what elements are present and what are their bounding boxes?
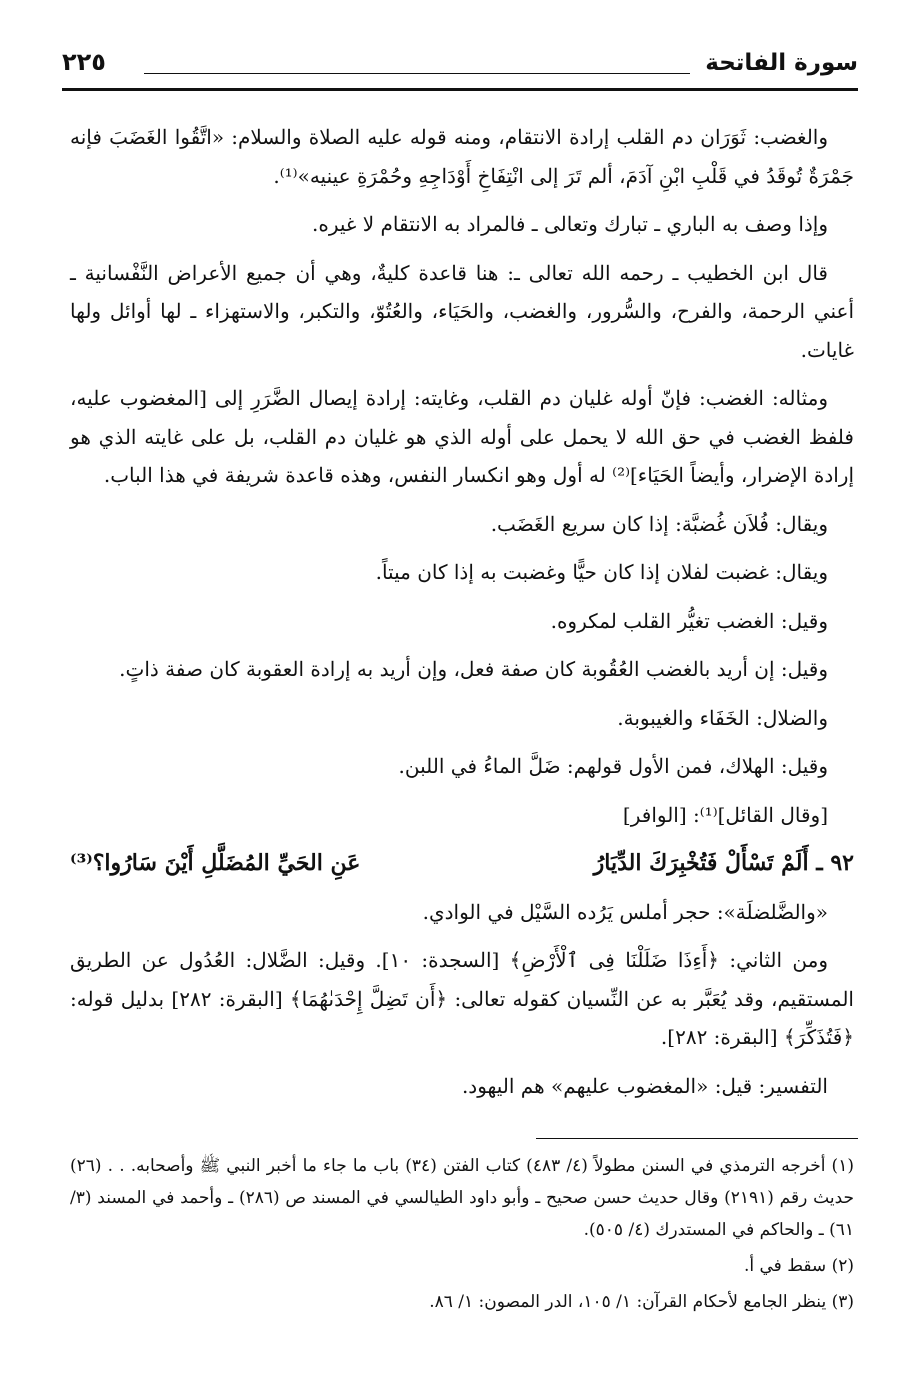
paragraph: [وقال القائل]⁽¹⁾: [الوافر] (622, 802, 828, 827)
poetry-verse (70, 844, 854, 883)
footnote: (١) أخرجه الترمذي في السنن مطولاً (٤/ ٤٨٣) كتاب الفتن (٣٤) باب ما جاء ما أخبر النبي ﷺ وأصحابه. . . (٢٦) حديث رقم (٢١٩١) وقال حديث حسن صحيح ـ وأبو داود الطيالسي في المسند ص (٢٨٦) ـ وأحمد في المسند (٣/ ٦١) ـ والحاكم في المستدرك (٤/ ٥٠٥). (70, 1156, 854, 1240)
header-rule (62, 88, 858, 91)
paragraph: ويقال: فُلاَن غُضبَّة: إذا كان سريع الغَضَب. (490, 511, 828, 536)
paragraph: وقيل: إن أريد بالغضب العُقُوبة كان صفة فعل، وإن أريد به إرادة العقوبة كان صفة ذاتٍ. (119, 657, 828, 681)
paragraph: التفسير: قيل: «المغضوب عليهم» هم اليهود. (461, 1073, 828, 1098)
verse-second-hemistich: عَنِ الحَيِّ المُضَلَّلِ أَيْنَ سَارُوا؟⁽³⁾ (70, 850, 361, 876)
paragraph: «والضَّلضلَة»: حجر أملس يَرُده السَّيْل في الوادي. (422, 899, 828, 924)
paragraph: قال ابن الخطيب ـ رحمه الله تعالى ـ: هنا قاعدة كليةٌ، وهي أن جميع الأعراض النَّفْسانية ـ أعني الرحمة، والفرح، والسُّرور، والغضب، والحَيَاء، والعُتُوّ، والتكبر، والاستهزاء ـ لها أوائل ولها غايات. (70, 260, 854, 362)
paragraph: وقيل: الهلاك، فمن الأول قولهم: ضَلَّ الماءُ في اللبن. (398, 754, 828, 778)
page-number: ٢٢٥ (62, 48, 106, 76)
paragraph: ويقال: غضبت لفلان إذا كان حيًّا وغضبت به إذا كان ميتاً. (375, 560, 828, 584)
paragraph: ومن الثاني: ﴿أَءِذَا ضَلَلْنَا فِى ٱلْأَرْضِ﴾ [السجدة: ١٠]. وقيل: الضَّلال: العُدُول عن الطريق المستقيم، وقد يُعَبَّر به عن النِّسيان كقوله تعالى: ﴿أَن تَضِلَّ إِحْدَىٰهُمَا﴾ [البقرة: ٢٨٢] بدليل قوله: ﴿فَتُذَكِّرَ﴾ [البقرة: ٢٨٢]. (70, 948, 854, 1049)
main-text (70, 118, 854, 1115)
paragraph: والضلال: الخَفَاء والغيبوبة. (617, 705, 828, 730)
chapter-title: سورة الفاتحة (705, 50, 858, 76)
running-header (62, 40, 858, 84)
footnote: (٢) سقط في أ. (743, 1256, 854, 1276)
paragraph: وقيل: الغضب تغيُّر القلب لمكروه. (550, 608, 828, 633)
footnote-separator (536, 1138, 858, 1139)
verse-first-hemistich (594, 844, 854, 883)
verse-number: ٩٢ ـ (816, 850, 854, 876)
header-line (144, 73, 690, 74)
paragraph: والغضب: ثَوَرَان دم القلب إرادة الانتقام، ومنه قوله عليه الصلاة والسلام: «اتَّقُوا الغَضَبَ فإنه جَمْرَةٌ تُوقَدُ في قَلْبِ ابْنِ آدَمَ، ألم تَرَ إلى انْتِفَاخِ أَوْدَاجِهِ وحُمْرَةِ عينيه»⁽¹⁾. (70, 125, 854, 188)
paragraph: ومثاله: الغضب: فإنّ أوله غليان دم القلب، وغايته: إرادة إيصال الضَّرَرِ إلى [المغضوب عليه، فلفظ الغضب في حق الله لا يحمل على أوله الذي هو غليان دم القلب، بل على غايته الذي هو إرادة الإضرار، وأيضاً الحَيَاء]⁽²⁾ له أول وهو انكسار النفس، وهذه قاعدة شريفة في هذا الباب. (70, 386, 854, 487)
footnote: (٣) ينظر الجامع لأحكام القرآن: ١/ ١٠٥، الدر المصون: ١/ ٨٦. (429, 1292, 854, 1312)
verse-first-text: أَلَمْ تَسْأَلْ فَتُخْبِرَكَ الدِّيَارُ (593, 850, 809, 876)
footnotes (70, 1150, 854, 1322)
paragraph: وإذا وصف به الباري ـ تبارك وتعالى ـ فالمراد به الانتقام لا غيره. (311, 212, 828, 236)
